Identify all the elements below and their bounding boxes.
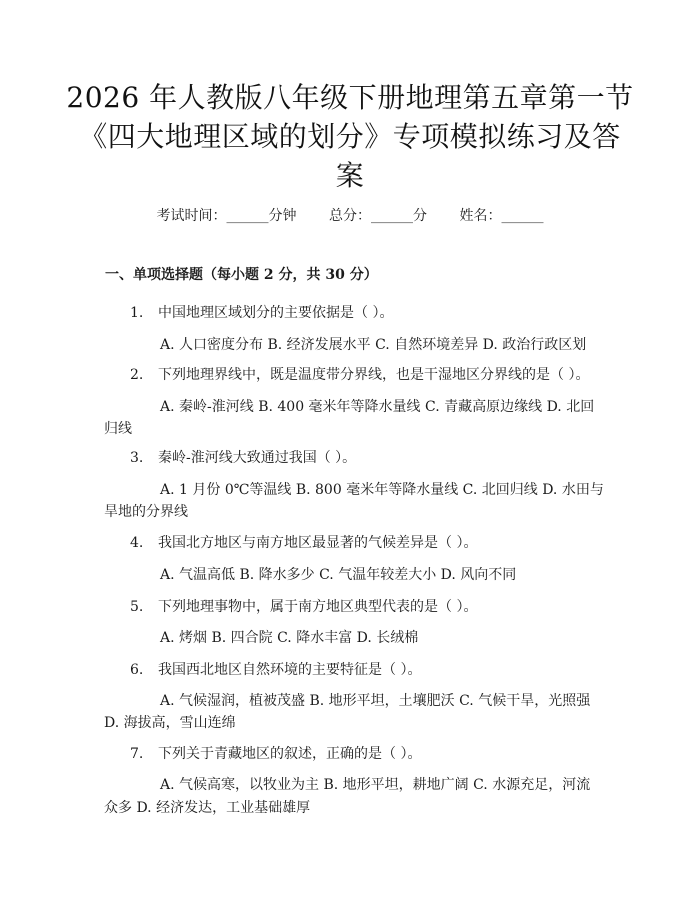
question-6-options-cont: D. 海拔高，雪山连绵: [104, 715, 236, 731]
section-title: 一、单项选择题（每小题 2 分，共 30 分）: [105, 267, 378, 283]
question-6-options: A. 气候湿润，植被茂盛 B. 地形平坦，土壤肥沃 C. 气候干旱，光照强: [160, 693, 591, 709]
exam-time: 考试时间：______分钟: [156, 208, 297, 224]
question-1-options: A. 人口密度分布 B. 经济发展水平 C. 自然环境差异 D. 政治行政区划: [160, 337, 587, 353]
question-number: 1.: [130, 305, 144, 321]
question-text: 我国北方地区与南方地区最显著的气候差异是（ ）。: [158, 535, 478, 551]
question-4: [130, 532, 477, 552]
question-3: [130, 447, 356, 467]
question-3-options-cont: 旱地的分界线: [104, 504, 188, 520]
question-text: 下列地理事物中，属于南方地区典型代表的是（ ）。: [158, 599, 478, 615]
question-number: 2.: [130, 367, 144, 383]
question-2-options: A. 秦岭-淮河线 B. 400 毫米年等降水量线 C. 青藏高原边缘线 D. 北回: [160, 399, 595, 415]
question-text: 下列关于青藏地区的叙述，正确的是（ ）。: [158, 746, 422, 762]
question-number: 6.: [130, 662, 144, 678]
title-line-1: 2026 年人教版八年级下册地理第五章第一节: [66, 81, 634, 114]
question-number: 4.: [130, 535, 144, 551]
question-2: [130, 364, 589, 384]
question-5: [130, 596, 477, 616]
question-7-options-cont: 众多 D. 经济发达，工业基础雄厚: [104, 800, 311, 816]
question-1: [130, 302, 393, 322]
question-text: 下列地理界线中，既是温度带分界线，也是干湿地区分界线的是（ ）。: [158, 367, 590, 383]
question-7-options: A. 气候高寒，以牧业为主 B. 地形平坦，耕地广阔 C. 水源充足，河流: [160, 777, 591, 793]
document-title: [40, 78, 660, 195]
question-number: 7.: [130, 746, 144, 762]
exam-meta: [0, 205, 700, 225]
exam-score: 总分：______分: [329, 208, 427, 224]
question-number: 5.: [130, 599, 144, 615]
question-7: [130, 743, 421, 763]
question-3-options: A. 1 月份 0℃等温线 B. 800 毫米年等降水量线 C. 北回归线 D. 水田与: [160, 482, 604, 498]
title-line-3: 案: [335, 159, 365, 192]
question-text: 中国地理区域划分的主要依据是（ ）。: [158, 305, 394, 321]
question-4-options: A. 气温高低 B. 降水多少 C. 气温年较差大小 D. 风向不同: [160, 567, 517, 583]
question-text: 秦岭-淮河线大致通过我国（ ）。: [158, 450, 357, 466]
student-name: 姓名：______: [459, 208, 544, 224]
question-2-options-cont: 归线: [104, 421, 132, 437]
question-5-options: A. 烤烟 B. 四合院 C. 降水丰富 D. 长绒棉: [160, 630, 419, 646]
question-6: [130, 659, 421, 679]
question-text: 我国西北地区自然环境的主要特征是（ ）。: [158, 662, 422, 678]
title-line-2: 《四大地理区域的划分》专项模拟练习及答: [79, 120, 621, 153]
question-number: 3.: [130, 450, 144, 466]
